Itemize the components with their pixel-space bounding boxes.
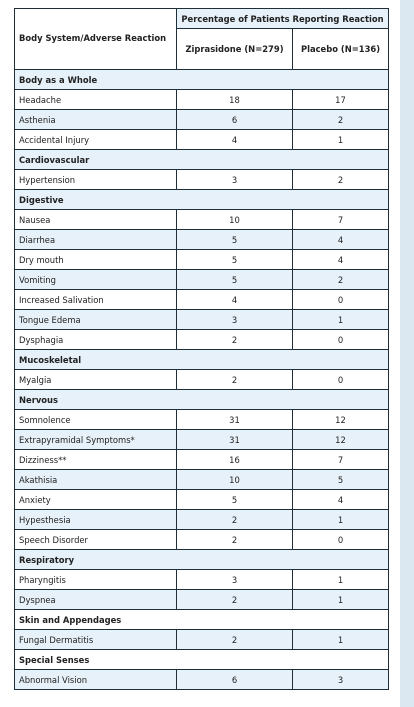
column-header-ziprasidone: Ziprasidone (N=279) (177, 29, 293, 70)
ziprasidone-value-cell: 2 (177, 530, 293, 550)
column-header-placebo: Placebo (N=136) (293, 29, 389, 70)
reaction-cell: Akathisia (15, 470, 177, 490)
ziprasidone-value-cell: 2 (177, 630, 293, 650)
section-heading: Body as a Whole (15, 70, 389, 90)
table-row (15, 130, 389, 150)
ziprasidone-value-cell: 2 (177, 370, 293, 390)
table-row (15, 370, 389, 390)
placebo-value-cell: 17 (293, 90, 389, 110)
section-heading: Special Senses (15, 650, 389, 670)
section-row (15, 390, 389, 410)
ziprasidone-value-cell: 5 (177, 230, 293, 250)
section-row (15, 70, 389, 90)
ziprasidone-value-cell: 31 (177, 410, 293, 430)
ziprasidone-value-cell: 4 (177, 130, 293, 150)
reaction-cell: Asthenia (15, 110, 177, 130)
placebo-value-cell: 0 (293, 290, 389, 310)
ziprasidone-value-cell: 6 (177, 110, 293, 130)
section-row (15, 650, 389, 670)
reaction-cell: Fungal Dermatitis (15, 630, 177, 650)
reaction-cell: Myalgia (15, 370, 177, 390)
reaction-cell: Increased Salivation (15, 290, 177, 310)
table-row (15, 490, 389, 510)
reaction-cell: Accidental Injury (15, 130, 177, 150)
reaction-cell: Dyspnea (15, 590, 177, 610)
placebo-value-cell: 12 (293, 410, 389, 430)
placebo-value-cell: 1 (293, 590, 389, 610)
group-header: Percentage of Patients Reporting Reaction (177, 9, 389, 29)
reaction-cell: Somnolence (15, 410, 177, 430)
placebo-value-cell: 1 (293, 130, 389, 150)
placebo-value-cell: 3 (293, 670, 389, 690)
table-row (15, 270, 389, 290)
reaction-cell: Dizziness** (15, 450, 177, 470)
table-row (15, 330, 389, 350)
table-row (15, 170, 389, 190)
section-heading: Respiratory (15, 550, 389, 570)
table-row (15, 290, 389, 310)
reaction-cell: Headache (15, 90, 177, 110)
table-row (15, 630, 389, 650)
reaction-cell: Hypertension (15, 170, 177, 190)
section-heading: Skin and Appendages (15, 610, 389, 630)
table-row (15, 230, 389, 250)
ziprasidone-value-cell: 18 (177, 90, 293, 110)
placebo-value-cell: 7 (293, 210, 389, 230)
ziprasidone-value-cell: 3 (177, 310, 293, 330)
section-heading: Nervous (15, 390, 389, 410)
table-body (15, 70, 389, 690)
table-row (15, 670, 389, 690)
table-row (15, 110, 389, 130)
placebo-value-cell: 0 (293, 330, 389, 350)
reaction-cell: Diarrhea (15, 230, 177, 250)
table-row (15, 530, 389, 550)
section-heading: Cardiovascular (15, 150, 389, 170)
section-row (15, 550, 389, 570)
reaction-cell: Speech Disorder (15, 530, 177, 550)
reaction-cell: Dysphagia (15, 330, 177, 350)
table-row (15, 310, 389, 330)
placebo-value-cell: 7 (293, 450, 389, 470)
ziprasidone-value-cell: 6 (177, 670, 293, 690)
table-row (15, 430, 389, 450)
table-row (15, 510, 389, 530)
table-row (15, 210, 389, 230)
reaction-cell: Anxiety (15, 490, 177, 510)
placebo-value-cell: 1 (293, 510, 389, 530)
ziprasidone-value-cell: 2 (177, 510, 293, 530)
section-row (15, 150, 389, 170)
placebo-value-cell: 1 (293, 570, 389, 590)
ziprasidone-value-cell: 10 (177, 210, 293, 230)
scrollbar-track[interactable] (400, 0, 414, 707)
table-header (15, 9, 389, 70)
adverse-reactions-table (14, 8, 389, 690)
ziprasidone-value-cell: 31 (177, 430, 293, 450)
section-heading: Digestive (15, 190, 389, 210)
reaction-cell: Dry mouth (15, 250, 177, 270)
ziprasidone-value-cell: 3 (177, 170, 293, 190)
section-row (15, 610, 389, 630)
reaction-cell: Pharyngitis (15, 570, 177, 590)
placebo-value-cell: 0 (293, 370, 389, 390)
placebo-value-cell: 4 (293, 490, 389, 510)
placebo-value-cell: 2 (293, 110, 389, 130)
adverse-reactions-table-container (14, 8, 389, 690)
reaction-cell: Extrapyramidal Symptoms* (15, 430, 177, 450)
reaction-cell: Tongue Edema (15, 310, 177, 330)
reaction-cell: Nausea (15, 210, 177, 230)
section-row (15, 190, 389, 210)
placebo-value-cell: 2 (293, 270, 389, 290)
section-row (15, 350, 389, 370)
placebo-value-cell: 1 (293, 630, 389, 650)
table-row (15, 410, 389, 430)
ziprasidone-value-cell: 5 (177, 250, 293, 270)
corner-header: Body System/Adverse Reaction (15, 9, 177, 70)
reaction-cell: Abnormal Vision (15, 670, 177, 690)
ziprasidone-value-cell: 16 (177, 450, 293, 470)
ziprasidone-value-cell: 10 (177, 470, 293, 490)
placebo-value-cell: 0 (293, 530, 389, 550)
placebo-value-cell: 12 (293, 430, 389, 450)
placebo-value-cell: 1 (293, 310, 389, 330)
reaction-cell: Hypesthesia (15, 510, 177, 530)
table-row (15, 590, 389, 610)
table-row (15, 450, 389, 470)
ziprasidone-value-cell: 3 (177, 570, 293, 590)
placebo-value-cell: 5 (293, 470, 389, 490)
table-row (15, 90, 389, 110)
ziprasidone-value-cell: 4 (177, 290, 293, 310)
section-heading: Mucoskeletal (15, 350, 389, 370)
ziprasidone-value-cell: 5 (177, 270, 293, 290)
ziprasidone-value-cell: 2 (177, 590, 293, 610)
reaction-cell: Vomiting (15, 270, 177, 290)
table-row (15, 570, 389, 590)
table-row (15, 470, 389, 490)
ziprasidone-value-cell: 5 (177, 490, 293, 510)
placebo-value-cell: 2 (293, 170, 389, 190)
placebo-value-cell: 4 (293, 230, 389, 250)
table-row (15, 250, 389, 270)
placebo-value-cell: 4 (293, 250, 389, 270)
ziprasidone-value-cell: 2 (177, 330, 293, 350)
